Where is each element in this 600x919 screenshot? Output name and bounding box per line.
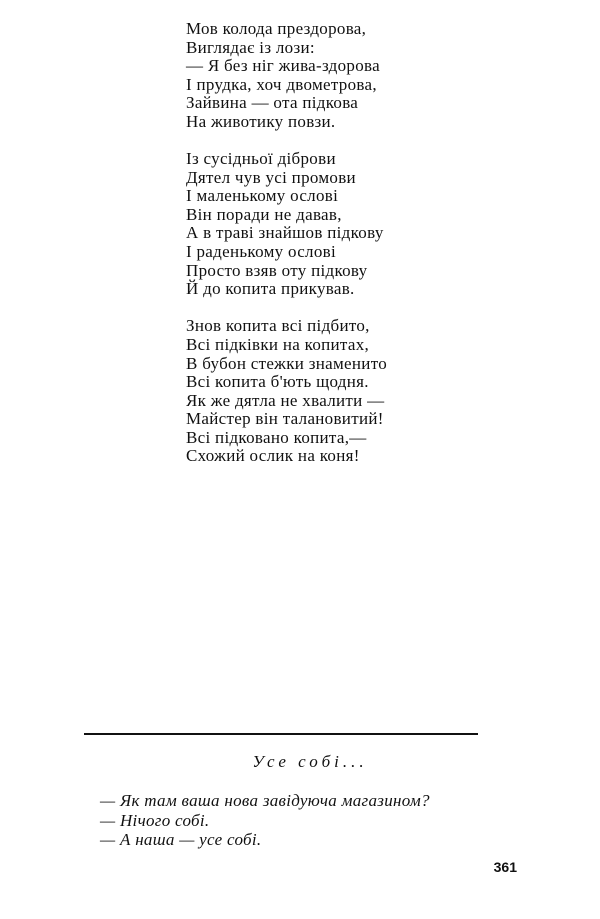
poem-line: Майстер він талановитий! <box>186 409 384 429</box>
poem-line: Зайвина — ота підкова <box>186 93 359 113</box>
section-divider <box>84 733 478 735</box>
poem-line: І раденькому ослові <box>186 242 336 262</box>
poem-stanza-3 <box>186 317 486 466</box>
poem-line: Дятел чув усі промови <box>186 167 356 187</box>
poem-line: Знов копита всі підбито, <box>186 316 370 336</box>
poem-line: В бубон стежки знаменито <box>186 353 387 373</box>
poem-stanza-2 <box>186 150 486 299</box>
joke-dialogue <box>100 791 430 850</box>
poem-line: І маленькому ослові <box>186 186 339 206</box>
poem-line: Просто взяв оту підкову <box>186 260 368 280</box>
dialogue-line: — Як там ваша нова завідуюча магазином? <box>100 791 430 810</box>
poem-line: Схожий ослик на коня! <box>186 446 360 466</box>
poem-stanza-1 <box>186 20 486 132</box>
poem-line: — Я без ніг жива-здорова <box>186 56 380 76</box>
poem-line: Всі копита б'ють щодня. <box>186 372 369 392</box>
page-number: 361 <box>493 859 517 875</box>
dialogue-line: — А наша — усе собі. <box>100 830 262 849</box>
joke-title: Усе собі... <box>252 752 368 771</box>
poem-line: Як же дятла не хвалити — <box>186 390 385 410</box>
poem-line: А в траві знайшов підкову <box>186 223 384 243</box>
dialogue-line: — Нічого собі. <box>100 810 210 830</box>
poem-line: Виглядає із лози: <box>186 37 315 57</box>
poem-line: Мов колода прездорова, <box>186 19 367 38</box>
poem <box>186 20 486 485</box>
poem-line: Всі підківки на копитах, <box>186 334 370 354</box>
poem-line: І прудка, хоч двометрова, <box>186 74 377 94</box>
poem-line: Із сусідньої діброви <box>186 149 336 169</box>
poem-line: Всі підковано копита,— <box>186 427 367 447</box>
poem-line: Він поради не давав, <box>186 204 342 224</box>
poem-line: На животику повзи. <box>186 111 336 131</box>
poem-line: Й до копита прикував. <box>186 279 355 299</box>
